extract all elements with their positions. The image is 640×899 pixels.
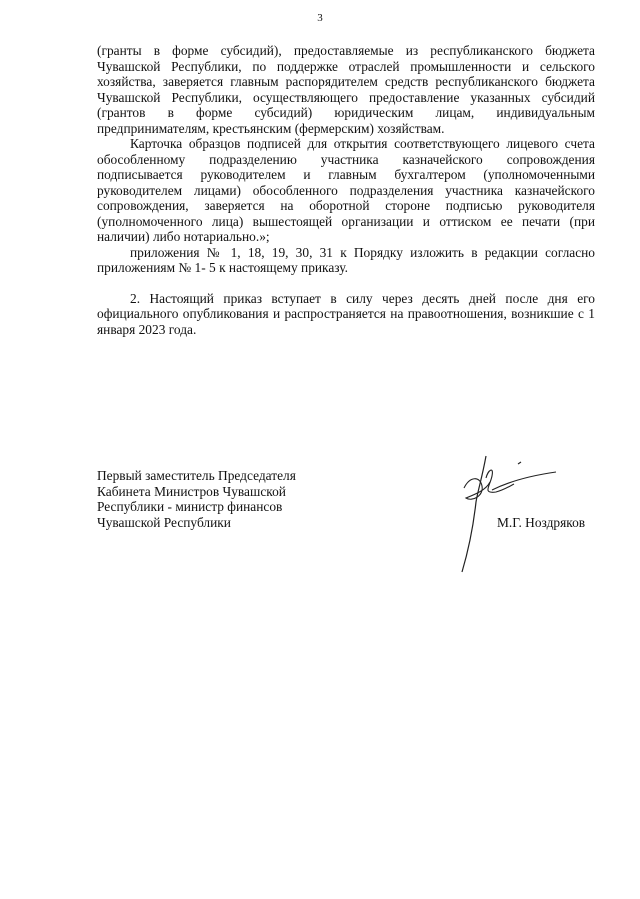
signer-name: М.Г. Ноздряков — [497, 515, 586, 530]
paragraph-appendices: приложения № 1, 18, 19, 30, 31 к Порядку изложить в редакции согласно приложениям № 1- 5 к настоящему приказу. — [97, 244, 595, 275]
signer-position-line: Чувашской Республики — [97, 514, 231, 530]
signer-position-line: Кабинета Министров Чувашской — [97, 483, 286, 499]
signer-position-line: Первый заместитель Председателя — [97, 468, 296, 483]
paragraph-continuation: (гранты в форме субсидий), предоставляемые из республиканского бюджета Чувашской Республики, по поддержке отраслей промышленности и сельского хозяйства, заверяется главным распорядителем средств республиканского бюджета Чувашской Республики, осуществляющего предоставление указанных субсидий (грантов в форме субсидий) юридическим лицам, индивидуальным предпринимателям, крестьянским (фермерским) хозяйствам. — [97, 43, 595, 136]
signer-position — [97, 468, 357, 530]
handwritten-signature — [452, 450, 567, 575]
signer-position-line: Республики - министр финансов — [97, 499, 283, 514]
paragraph-effective-date: 2. Настоящий приказ вступает в силу через десять дней после дня его официального опубликования и распространяется на правоотношения, возникшие с 1 января 2023 года. — [97, 290, 595, 337]
page-number: 3 — [317, 12, 323, 24]
paragraph-signature-card: Карточка образцов подписей для открытия соответствующего лицевого счета обособленному подразделению участника казначейского сопровождения подписывается руководителем и главным бухгалтером (уполномоченными руководителем лицами) обособленного подразделения участника казначейского сопровождения, заверяется на оборотной стороне подписью руководителя (уполномоченного лица) вышестоящей организации и оттиском ее печати (при наличии) либо нотариально.»; — [97, 136, 595, 244]
document-body — [97, 43, 595, 337]
